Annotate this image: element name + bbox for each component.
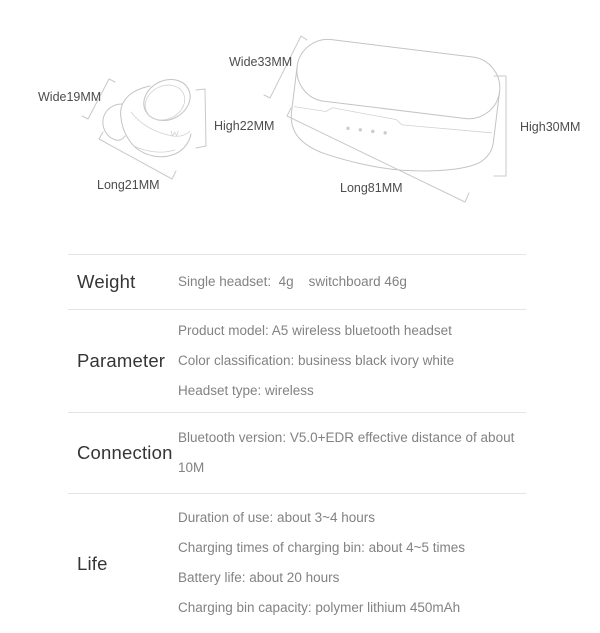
spec-row-label: Connection	[77, 442, 173, 463]
earbud-width-label: Wide19MM	[38, 90, 102, 104]
spec-value-line: Charging bin capacity: polymer lithium 450mAh	[178, 600, 461, 615]
led-dot	[346, 126, 350, 130]
led-dot	[383, 131, 387, 135]
earbud-seam	[131, 112, 190, 136]
case-body	[286, 67, 499, 181]
spec-row-values	[178, 310, 526, 412]
case-height-label: High30MM	[520, 120, 581, 134]
spec-row-label: Parameter	[77, 350, 166, 371]
earbud-illustration	[103, 72, 197, 157]
led-dot	[371, 129, 375, 133]
spec-table	[68, 254, 526, 633]
dimension-diagram	[0, 0, 600, 245]
spec-row-values	[178, 494, 526, 633]
case-top-face	[293, 36, 503, 122]
spec-value-line: Product model: A5 wireless bluetooth headset	[178, 323, 452, 338]
spec-row-label: Weight	[77, 271, 136, 292]
earbud-length-line	[99, 132, 176, 179]
spec-value-line: Bluetooth version: V5.0+EDR effective distance of about 10M	[178, 430, 519, 475]
spec-value-line: Battery life: about 20 hours	[178, 570, 340, 585]
spec-row-connection	[68, 412, 526, 493]
earbud-body	[121, 86, 191, 157]
spec-value-line: Single headset: 4g switchboard 46g	[178, 274, 407, 289]
spec-row-weight	[68, 254, 526, 309]
spec-row-label: Life	[77, 552, 108, 574]
earbud-logo-mark	[171, 131, 178, 136]
spec-value-line: Charging times of charging bin: about 4~5 times	[178, 540, 466, 555]
earbud-length-label: Long21MM	[97, 178, 160, 192]
charging-case-illustration	[286, 36, 503, 181]
case-led-dots	[346, 126, 387, 134]
led-dot	[358, 128, 362, 132]
case-seam	[294, 103, 493, 136]
spec-value-line: Color classification: business black ivory white	[178, 353, 455, 368]
earbud-face-inner	[139, 78, 191, 126]
spec-row-values	[178, 413, 526, 493]
spec-row-parameter	[68, 309, 526, 412]
case-width-label: Wide33MM	[229, 55, 293, 69]
spec-row-values	[178, 255, 526, 309]
spec-row-life	[68, 493, 526, 633]
spec-value-line: Duration of use: about 3~4 hours	[178, 510, 376, 525]
case-length-label: Long81MM	[340, 181, 403, 195]
earbud-height-bracket	[196, 89, 206, 148]
spec-value-line: Headset type: wireless	[178, 383, 314, 398]
earbud-height-label: High22MM	[214, 119, 275, 133]
